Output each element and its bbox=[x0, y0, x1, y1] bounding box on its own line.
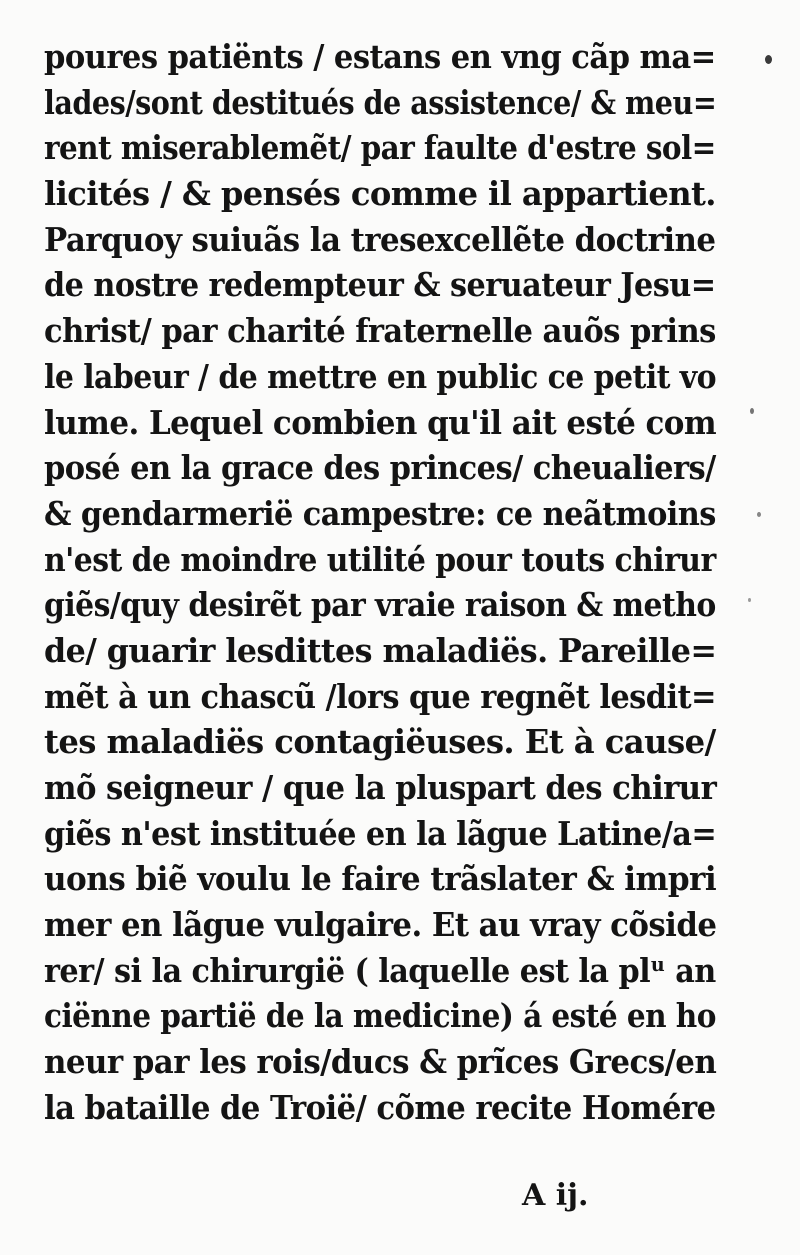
body-text bbox=[44, 34, 724, 1131]
text-line: uons biẽ voulu le faire trãslater & impri bbox=[44, 859, 717, 899]
text-line: lades/sont destitués de assistence/ & meu= bbox=[44, 82, 717, 122]
text-line: mẽt à un chascũ /lors que regnẽt lesdit= bbox=[44, 676, 717, 716]
ink-spot bbox=[765, 55, 772, 64]
ink-spot bbox=[750, 408, 754, 414]
text-line: Parquoy suiuãs la tresexcellẽte doctrine bbox=[44, 219, 716, 259]
text-line: neur par les rois/ducs & prĩces Grecs/en bbox=[44, 1042, 717, 1082]
text-line: giẽs/quy desirẽt par vraie raison & metho bbox=[44, 585, 716, 625]
text-line: tes maladiës contagiëuses. Et à cause/ bbox=[44, 722, 716, 762]
text-line: poures patiënts / estans en vng cãp ma= bbox=[44, 37, 716, 76]
text-line: posé en la grace des princes/ cheualiers/ bbox=[44, 448, 716, 488]
text-line: la bataille de Troië/ cõme recite Homére bbox=[44, 1087, 716, 1127]
ink-spot bbox=[748, 598, 751, 602]
text-line: mõ seigneur / que la pluspart des chirur bbox=[44, 768, 717, 807]
text-line: de nostre redempteur & seruateur Jesu= bbox=[44, 265, 716, 305]
signature-mark: A ij. bbox=[522, 1178, 589, 1213]
text-line: de/ guarir lesdittes maladiës. Pareille= bbox=[44, 630, 717, 670]
text-line: rer/ si la chirurgië ( laquelle est la plᵘ an bbox=[44, 950, 716, 990]
text-line: giẽs n'est instituée en la lãgue Latine/a= bbox=[44, 813, 717, 853]
text-line: n'est de moindre utilité pour touts chirur bbox=[44, 539, 716, 579]
text-line: licités / & pensés comme il appartient. bbox=[44, 174, 716, 214]
ink-spot bbox=[757, 512, 761, 517]
text-line: rent miserablemẽt/ par faulte d'estre sol= bbox=[44, 128, 716, 168]
text-line: & gendarmerië campestre: ce neãtmoins bbox=[44, 493, 716, 533]
text-line: mer en lãgue vulgaire. Et au vray cõside bbox=[44, 905, 717, 945]
text-line: christ/ par charité fraternelle auõs prins bbox=[44, 311, 716, 351]
text-line: le labeur / de mettre en public ce petit vo bbox=[44, 356, 717, 396]
text-line: lume. Lequel combien qu'il ait esté com bbox=[44, 402, 717, 442]
text-line: ciënne partië de la medicine) á esté en ho bbox=[44, 996, 716, 1036]
